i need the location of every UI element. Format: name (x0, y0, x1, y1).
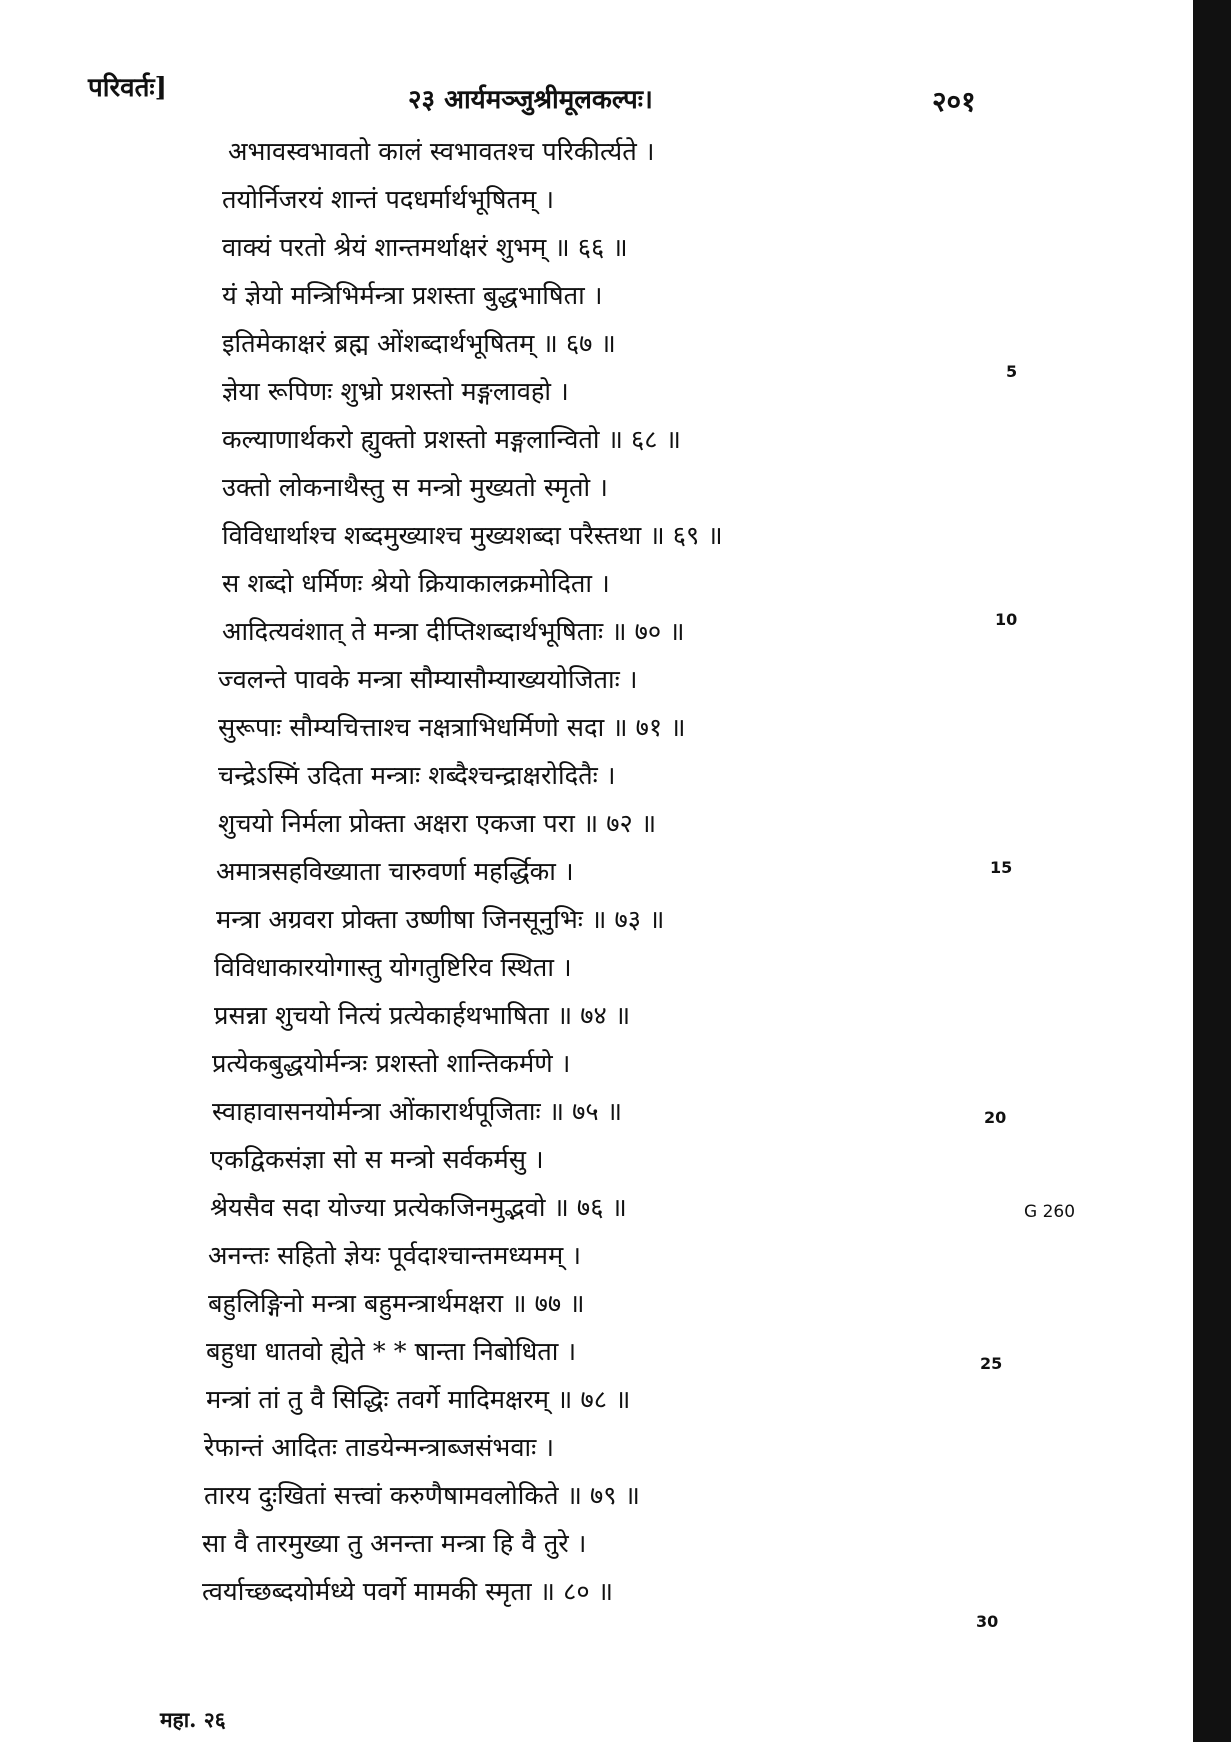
verse-line: शुचयो निर्मला प्रोक्ता अक्षरा एकजा परा ॥ ७२ ॥ (218, 809, 657, 839)
verse-line: विविधाकारयोगास्तु योगतुष्टिरिव स्थिता । (214, 953, 572, 983)
verse-line: सा वै तारमुख्या तु अनन्ता मन्त्रा हि वै तुरे । (202, 1529, 587, 1559)
margin-line-number: 5 (1006, 362, 1018, 381)
verse-line: अमात्रसहविख्याता चारुवर्णा महर्द्धिका । (216, 857, 574, 887)
verse-line: यं ज्ञेयो मन्त्रिभिर्मन्त्रा प्रशस्ता बुद्धभाषिता । (222, 281, 603, 311)
verse-line: मन्त्रा अग्रवरा प्रोक्ता उष्णीषा जिनसूनुभिः ॥ ७३ ॥ (216, 905, 665, 935)
verse-line: प्रसन्ना शुचयो नित्यं प्रत्येकार्हथभाषिता ॥ ७४ ॥ (214, 1001, 631, 1031)
gilgit-folio-reference: G 260 (1024, 1202, 1076, 1222)
verse-line: चन्द्रेऽस्मिं उदिता मन्त्राः शब्दैश्चन्द्राक्षरोदितैः । (218, 761, 616, 791)
verse-line: ज्वलन्ते पावके मन्त्रा सौम्यासौम्याख्ययोजिताः । (218, 665, 638, 695)
margin-line-number: 25 (980, 1354, 1003, 1373)
verse-line: श्रेयसैव सदा योज्या प्रत्येकजिनमुद्भवो ॥ ७६ ॥ (210, 1193, 627, 1223)
page-edge-shadow (1193, 0, 1231, 1742)
verse-line: स शब्दो धर्मिणः श्रेयो क्रियाकालक्रमोदिता । (222, 569, 610, 599)
verse-line: विविधार्थाश्च शब्दमुख्याश्च मुख्यशब्दा परैस्तथा ॥ ६९ ॥ (222, 521, 723, 551)
margin-line-number: 20 (984, 1108, 1007, 1127)
verse-line: अनन्तः सहितो ज्ञेयः पूर्वदाश्चान्तमध्यमम् । (208, 1241, 582, 1271)
chapter-label: परिवर्तः] (88, 73, 167, 103)
verse-line: अभावस्वभावतो कालं स्वभावतश्च परिकीर्त्यते । (228, 137, 655, 167)
verse-line: सुरूपाः सौम्यचित्ताश्च नक्षत्राभिधर्मिणो सदा ॥ ७१ ॥ (218, 713, 686, 743)
verse-line: उक्तो लोकनाथैस्तु स मन्त्रो मुख्यतो स्मृतो । (222, 473, 608, 503)
verse-block (202, 128, 723, 1616)
verse-line: बहुधा धातवो ह्येते * * षान्ता निबोधिता । (206, 1337, 577, 1367)
verse-line: तारय दुःखितां सत्त्वां करुणैषामवलोकिते ॥ ७९ ॥ (204, 1481, 640, 1511)
verse-line: तयोर्निजरयं शान्तं पदधर्मार्थभूषितम् । (222, 185, 555, 215)
verse-line: बहुलिङ्गिनो मन्त्रा बहुमन्त्रार्थमक्षरा ॥ ७७ ॥ (208, 1289, 585, 1319)
page-number: २०१ (932, 85, 976, 118)
margin-line-number: 10 (995, 610, 1018, 629)
verse-line: मन्त्रां तां तु वै सिद्धिः तवर्गे मादिमक्षरम् ॥ ७८ ॥ (206, 1385, 631, 1415)
margin-line-number: 30 (976, 1612, 999, 1631)
verse-line: आदित्यवंशात् ते मन्त्रा दीप्तिशब्दार्थभूषिताः ॥ ७० ॥ (222, 617, 685, 647)
running-title: २३ आर्यमञ्जुश्रीमूलकल्पः। (408, 85, 653, 115)
verse-line: वाक्यं परतो श्रेयं शान्तमर्थाक्षरं शुभम् ॥ ६६ ॥ (222, 233, 628, 263)
verse-line: त्वर्याच्छब्दयोर्मध्ये पवर्गे मामकी स्मृता ॥ ८० ॥ (202, 1577, 613, 1607)
verse-line: ज्ञेया रूपिणः शुभ्रो प्रशस्तो मङ्गलावहो । (222, 377, 569, 407)
verse-line: कल्याणार्थकरो ह्युक्तो प्रशस्तो मङ्गलान्वितो ॥ ६८ ॥ (222, 425, 681, 455)
verse-line: स्वाहावासनयोर्मन्त्रा ओंकारार्थपूजिताः ॥ ७५ ॥ (212, 1097, 623, 1127)
verse-line: एकद्विकसंज्ञा सो स मन्त्रो सर्वकर्मसु । (210, 1145, 544, 1175)
verse-line: रेफान्तं आदितः ताडयेन्मन्त्राब्जसंभवाः । (204, 1433, 555, 1463)
verse-line: इतिमेकाक्षरं ब्रह्म ओंशब्दार्थभूषितम् ॥ ६७ ॥ (222, 329, 616, 359)
verse-line: प्रत्येकबुद्धयोर्मन्त्रः प्रशस्तो शान्तिकर्मणे । (212, 1049, 571, 1079)
signature-mark: महा. २६ (160, 1707, 226, 1732)
margin-line-number: 15 (990, 858, 1013, 877)
